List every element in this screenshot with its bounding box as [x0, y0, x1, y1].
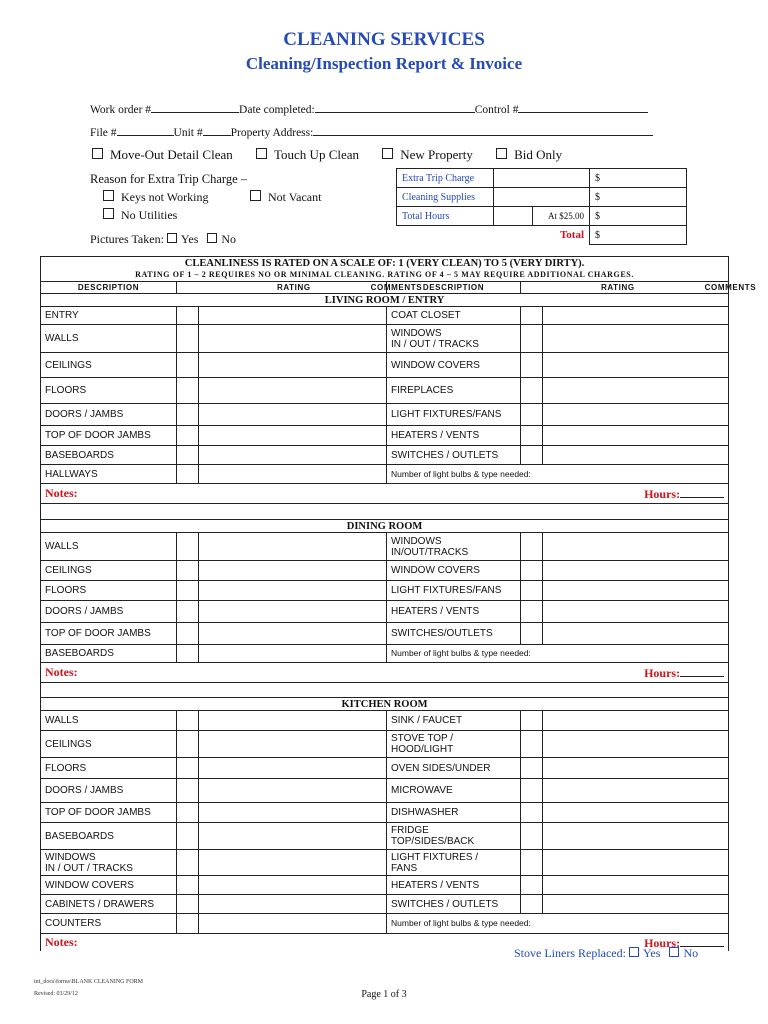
bid-only-checkbox[interactable] — [496, 148, 507, 159]
work-order-label: Work order # — [90, 104, 152, 116]
item-baseboards: BASEBOARDS — [41, 823, 177, 850]
touch-up-label: Touch Up Clean — [274, 147, 360, 162]
light-bulbs-note[interactable]: Number of light bulbs & type needed: — [387, 914, 729, 934]
rating-cell[interactable] — [177, 426, 199, 446]
header-description-2: DESCRIPTION — [387, 282, 521, 294]
table-row — [41, 581, 729, 601]
rating-cell[interactable] — [521, 850, 543, 876]
comment-cell[interactable] — [543, 850, 729, 876]
item-heaters-vents: HEATERS / VENTS — [387, 601, 521, 623]
new-property-checkbox[interactable] — [382, 148, 393, 159]
comment-cell[interactable] — [543, 823, 729, 850]
rating-cell[interactable] — [177, 378, 199, 404]
table-row — [41, 850, 729, 876]
rating-cell[interactable] — [177, 731, 199, 758]
column-headers — [41, 282, 729, 294]
table-row — [41, 779, 729, 803]
table-row — [41, 876, 729, 895]
item-baseboards: BASEBOARDS — [41, 446, 177, 465]
bid-only-label: Bid Only — [514, 147, 563, 162]
item-ceilings: CEILINGS — [41, 353, 177, 378]
comment-cell[interactable] — [543, 307, 729, 325]
table-row — [41, 404, 729, 426]
item-doors-jambs: DOORS / JAMBS — [41, 404, 177, 426]
rating-cell[interactable] — [521, 404, 543, 426]
date-completed-label: Date completed: — [239, 104, 315, 116]
hours-field[interactable]: Hours: — [387, 934, 729, 951]
charges-table — [396, 168, 687, 245]
section-living-room: LIVING ROOM / ENTRY — [41, 294, 729, 307]
comment-cell[interactable] — [199, 533, 387, 561]
stove-liners — [514, 946, 698, 961]
item-switches-outlets: SWITCHES / OUTLETS — [387, 895, 521, 914]
comment-cell[interactable] — [199, 850, 387, 876]
section-dining-room: DINING ROOM — [41, 520, 729, 533]
item-fridge: FRIDGE TOP/SIDES/BACK — [387, 823, 521, 850]
rating-cell[interactable] — [177, 914, 199, 934]
rating-cell[interactable] — [177, 895, 199, 914]
comment-cell[interactable] — [543, 601, 729, 623]
table-row — [41, 914, 729, 934]
table-row — [41, 353, 729, 378]
table-row — [41, 446, 729, 465]
comment-cell[interactable] — [543, 779, 729, 803]
comment-cell[interactable] — [199, 601, 387, 623]
notes-row — [41, 484, 729, 504]
comment-cell[interactable] — [199, 876, 387, 895]
pictures-yes-checkbox[interactable] — [167, 233, 177, 243]
comment-cell[interactable] — [543, 731, 729, 758]
rating-cell[interactable] — [521, 823, 543, 850]
footer-path: tnt_docs\forms\BLANK CLEANING FORM — [34, 979, 143, 985]
item-top-door-jambs: TOP OF DOOR JAMBS — [41, 426, 177, 446]
table-row — [41, 623, 729, 645]
table-row — [41, 731, 729, 758]
not-vacant-label: Not Vacant — [268, 190, 322, 204]
pictures-label: Pictures Taken: — [90, 232, 164, 246]
unit-input[interactable] — [203, 124, 231, 136]
property-address-label: Property Address: — [230, 127, 314, 139]
item-window-covers: WINDOW COVERS — [387, 353, 521, 378]
rating-scale-text: CLEANLINESS IS RATED ON A SCALE OF: 1 (VERY CLEAN) TO 5 (VERY DIRTY). — [184, 258, 585, 269]
rating-cell[interactable] — [521, 353, 543, 378]
rating-cell[interactable] — [521, 758, 543, 779]
comment-cell[interactable] — [543, 561, 729, 581]
page-title: CLEANING SERVICES — [283, 29, 485, 50]
rating-cell[interactable] — [521, 779, 543, 803]
hours-field[interactable]: Hours: — [387, 663, 729, 683]
item-floors: FLOORS — [41, 758, 177, 779]
table-row — [41, 803, 729, 823]
comment-cell[interactable] — [199, 426, 387, 446]
rating-cell[interactable] — [177, 758, 199, 779]
rating-cell[interactable] — [521, 426, 543, 446]
comment-cell[interactable] — [199, 378, 387, 404]
item-walls: WALLS — [41, 711, 177, 731]
rating-cell[interactable] — [521, 307, 543, 325]
comment-cell[interactable] — [199, 645, 387, 663]
table-row — [41, 533, 729, 561]
rating-cell[interactable] — [177, 823, 199, 850]
item-floors: FLOORS — [41, 581, 177, 601]
item-doors-jambs: DOORS / JAMBS — [41, 601, 177, 623]
comment-cell[interactable] — [199, 731, 387, 758]
hours-field[interactable]: Hours: — [387, 484, 729, 504]
item-heaters-vents: HEATERS / VENTS — [387, 426, 521, 446]
reason-no-utilities — [103, 208, 177, 223]
work-order-input[interactable] — [151, 101, 239, 113]
light-bulbs-note[interactable]: Number of light bulbs & type needed: — [387, 645, 729, 663]
rating-cell[interactable] — [521, 533, 543, 561]
total-hours-label: Total Hours — [397, 207, 494, 226]
comment-cell[interactable] — [543, 446, 729, 465]
pictures-no-checkbox[interactable] — [207, 233, 217, 243]
table-row — [41, 823, 729, 850]
table-row — [41, 465, 729, 484]
extra-trip-label: Extra Trip Charge — [397, 169, 494, 188]
rate-label: At $25.00 — [533, 207, 590, 226]
reason-not-vacant — [250, 190, 321, 205]
comment-cell[interactable] — [199, 446, 387, 465]
rating-cell[interactable] — [521, 895, 543, 914]
cleaning-supplies-label: Cleaning Supplies — [397, 188, 494, 207]
stove-no-label: No — [683, 946, 699, 960]
rating-cell[interactable] — [521, 378, 543, 404]
comment-cell[interactable] — [543, 895, 729, 914]
rating-cell[interactable] — [177, 779, 199, 803]
item-counters: COUNTERS — [41, 914, 177, 934]
move-out-checkbox[interactable] — [92, 148, 103, 159]
comment-cell[interactable] — [199, 895, 387, 914]
comment-cell[interactable] — [543, 623, 729, 645]
item-ceilings: CEILINGS — [41, 561, 177, 581]
header-rating: RATING COMMENTS — [177, 282, 387, 294]
item-dishwasher: DISHWASHER — [387, 803, 521, 823]
item-hallways: HALLWAYS — [41, 465, 177, 484]
item-ceilings: CEILINGS — [41, 731, 177, 758]
table-row — [41, 711, 729, 731]
comment-cell[interactable] — [543, 533, 729, 561]
rating-cell[interactable] — [521, 623, 543, 645]
item-entry: ENTRY — [41, 307, 177, 325]
field-line-1 — [90, 101, 648, 116]
rating-cell[interactable] — [521, 803, 543, 823]
item-window-covers: WINDOW COVERS — [41, 876, 177, 895]
spacer-row — [41, 504, 729, 520]
notes-label[interactable]: Notes: — [41, 484, 387, 504]
comment-cell[interactable] — [543, 404, 729, 426]
table-row — [41, 426, 729, 446]
comment-cell[interactable] — [199, 758, 387, 779]
comment-cell[interactable] — [199, 779, 387, 803]
rating-cell[interactable] — [521, 581, 543, 601]
item-stove-top: STOVE TOP / HOOD/LIGHT — [387, 731, 521, 758]
table-row — [41, 378, 729, 404]
rating-cell[interactable] — [177, 353, 199, 378]
rating-cell[interactable] — [521, 711, 543, 731]
rating-cell[interactable] — [177, 803, 199, 823]
pictures-taken — [90, 232, 236, 247]
cleaning-supplies-blank — [494, 188, 590, 207]
move-out-label: Move-Out Detail Clean — [110, 147, 233, 162]
comment-cell[interactable] — [199, 623, 387, 645]
spacer-row — [41, 683, 729, 698]
rating-cell[interactable] — [177, 645, 199, 663]
item-sink-faucet: SINK / FAUCET — [387, 711, 521, 731]
item-fireplaces: FIREPLACES — [387, 378, 521, 404]
page-number: Page 1 of 3 — [361, 989, 407, 1000]
item-walls: WALLS — [41, 325, 177, 353]
item-baseboards: BASEBOARDS — [41, 645, 177, 663]
rating-cell[interactable] — [177, 601, 199, 623]
table-row — [41, 307, 729, 325]
item-windows: WINDOWS IN/OUT/TRACKS — [387, 533, 521, 561]
light-bulbs-note[interactable]: Number of light bulbs & type needed: — [387, 465, 729, 484]
comment-cell[interactable] — [199, 353, 387, 378]
cleaning-supplies-amount[interactable]: $ — [590, 188, 687, 207]
table-row — [41, 561, 729, 581]
rating-cell[interactable] — [177, 850, 199, 876]
new-property-label: New Property — [400, 147, 473, 162]
total-label: Total — [397, 226, 590, 245]
total-hours-amount[interactable]: $ — [590, 207, 687, 226]
field-line-2 — [90, 124, 653, 139]
reason-keys — [103, 190, 208, 205]
item-floors: FLOORS — [41, 378, 177, 404]
table-row — [41, 325, 729, 353]
notes-label[interactable]: Notes: — [41, 663, 387, 683]
comment-cell[interactable] — [199, 404, 387, 426]
rating-cell[interactable] — [177, 876, 199, 895]
rating-note-text: RATING OF 1 – 2 REQUIRES NO OR MINIMAL CLEANING. RATING OF 4 – 5 MAY REQUIRE ADDITIONAL CHARGES. — [135, 270, 634, 279]
rating-cell[interactable] — [521, 601, 543, 623]
item-walls: WALLS — [41, 533, 177, 561]
rating-cell[interactable] — [177, 533, 199, 561]
inspection-table — [40, 256, 757, 951]
item-window-covers: WINDOW COVERS — [387, 561, 521, 581]
control-label: Control # — [474, 104, 519, 116]
item-switches-outlets: SWITCHES / OUTLETS — [387, 446, 521, 465]
comment-cell[interactable] — [543, 426, 729, 446]
rating-cell[interactable] — [521, 446, 543, 465]
table-row — [41, 758, 729, 779]
stove-yes-label: Yes — [642, 946, 661, 960]
rating-cell[interactable] — [177, 711, 199, 731]
rating-cell[interactable] — [177, 307, 199, 325]
table-row — [41, 895, 729, 914]
comment-cell[interactable] — [199, 581, 387, 601]
extra-trip-amount[interactable]: $ — [590, 169, 687, 188]
comment-cell[interactable] — [543, 325, 729, 353]
property-address-input[interactable] — [313, 124, 653, 136]
comment-cell[interactable] — [199, 465, 387, 484]
rating-cell[interactable] — [177, 581, 199, 601]
control-input[interactable] — [518, 101, 648, 113]
item-doors-jambs: DOORS / JAMBS — [41, 779, 177, 803]
file-label: File # — [90, 127, 117, 139]
stove-no-checkbox[interactable] — [669, 947, 679, 957]
item-windows: WINDOWS IN / OUT / TRACKS — [387, 325, 521, 353]
rating-cell[interactable] — [177, 465, 199, 484]
stove-yes-checkbox[interactable] — [629, 947, 639, 957]
comment-cell[interactable] — [543, 353, 729, 378]
rating-cell[interactable] — [177, 404, 199, 426]
no-utilities-checkbox[interactable] — [103, 208, 114, 219]
total-amount[interactable]: $ — [590, 226, 687, 245]
section-kitchen: KITCHEN ROOM — [41, 698, 729, 711]
rating-cell[interactable] — [521, 325, 543, 353]
item-windows: WINDOWS IN / OUT / TRACKS — [41, 850, 177, 876]
pictures-no-label: No — [221, 232, 237, 246]
table-row — [41, 601, 729, 623]
comment-cell[interactable] — [199, 823, 387, 850]
touch-up-checkbox[interactable] — [256, 148, 267, 159]
item-oven-sides: OVEN SIDES/UNDER — [387, 758, 521, 779]
comment-cell[interactable] — [543, 803, 729, 823]
keys-label: Keys not Working — [121, 190, 209, 204]
item-top-door-jambs: TOP OF DOOR JAMBS — [41, 803, 177, 823]
footer-revised: Revised: 03/29/12 — [34, 991, 78, 997]
rating-cell[interactable] — [521, 731, 543, 758]
stove-liners-label: Stove Liners Replaced: — [514, 946, 626, 960]
keys-checkbox[interactable] — [103, 190, 114, 201]
comment-cell[interactable] — [543, 378, 729, 404]
comment-cell[interactable] — [199, 711, 387, 731]
item-heaters-vents: HEATERS / VENTS — [387, 876, 521, 895]
item-microwave: MICROWAVE — [387, 779, 521, 803]
total-hours-input[interactable] — [494, 207, 533, 226]
page-subtitle: Cleaning/Inspection Report & Invoice — [245, 54, 523, 73]
service-options — [92, 147, 582, 163]
comment-cell[interactable] — [199, 307, 387, 325]
extra-trip-blank — [494, 169, 590, 188]
comment-cell[interactable] — [199, 914, 387, 934]
rating-banner — [41, 257, 729, 282]
comment-cell[interactable] — [543, 581, 729, 601]
comment-cell[interactable] — [199, 803, 387, 823]
rating-cell[interactable] — [521, 876, 543, 895]
header-description: DESCRIPTION — [41, 282, 177, 294]
rating-cell[interactable] — [521, 561, 543, 581]
date-completed-input[interactable] — [315, 101, 475, 113]
rating-cell[interactable] — [177, 623, 199, 645]
pictures-yes-label: Yes — [180, 232, 199, 246]
notes-label[interactable]: Notes: — [41, 934, 387, 951]
table-row — [41, 645, 729, 663]
rating-cell[interactable] — [177, 561, 199, 581]
item-top-door-jambs: TOP OF DOOR JAMBS — [41, 623, 177, 645]
unit-label: Unit # — [173, 127, 203, 139]
reason-label: Reason for Extra Trip Charge – — [90, 172, 248, 186]
comment-cell[interactable] — [199, 325, 387, 353]
comment-cell[interactable] — [543, 876, 729, 895]
no-utilities-label: No Utilities — [121, 208, 178, 222]
rating-cell[interactable] — [177, 446, 199, 465]
item-light-fixtures: LIGHT FIXTURES/FANS — [387, 581, 521, 601]
rating-cell[interactable] — [177, 325, 199, 353]
item-light-fixtures: LIGHT FIXTURES / FANS — [387, 850, 521, 876]
header-rating-2: RATING COMMENTS — [521, 282, 729, 294]
notes-row — [41, 663, 729, 683]
item-cabinets-drawers: CABINETS / DRAWERS — [41, 895, 177, 914]
file-input[interactable] — [117, 124, 174, 136]
comment-cell[interactable] — [543, 711, 729, 731]
item-switches-outlets: SWITCHES/OUTLETS — [387, 623, 521, 645]
comment-cell[interactable] — [543, 758, 729, 779]
item-light-fixtures: LIGHT FIXTURES/FANS — [387, 404, 521, 426]
not-vacant-checkbox[interactable] — [250, 190, 261, 201]
item-coat-closet: COAT CLOSET — [387, 307, 521, 325]
comment-cell[interactable] — [199, 561, 387, 581]
